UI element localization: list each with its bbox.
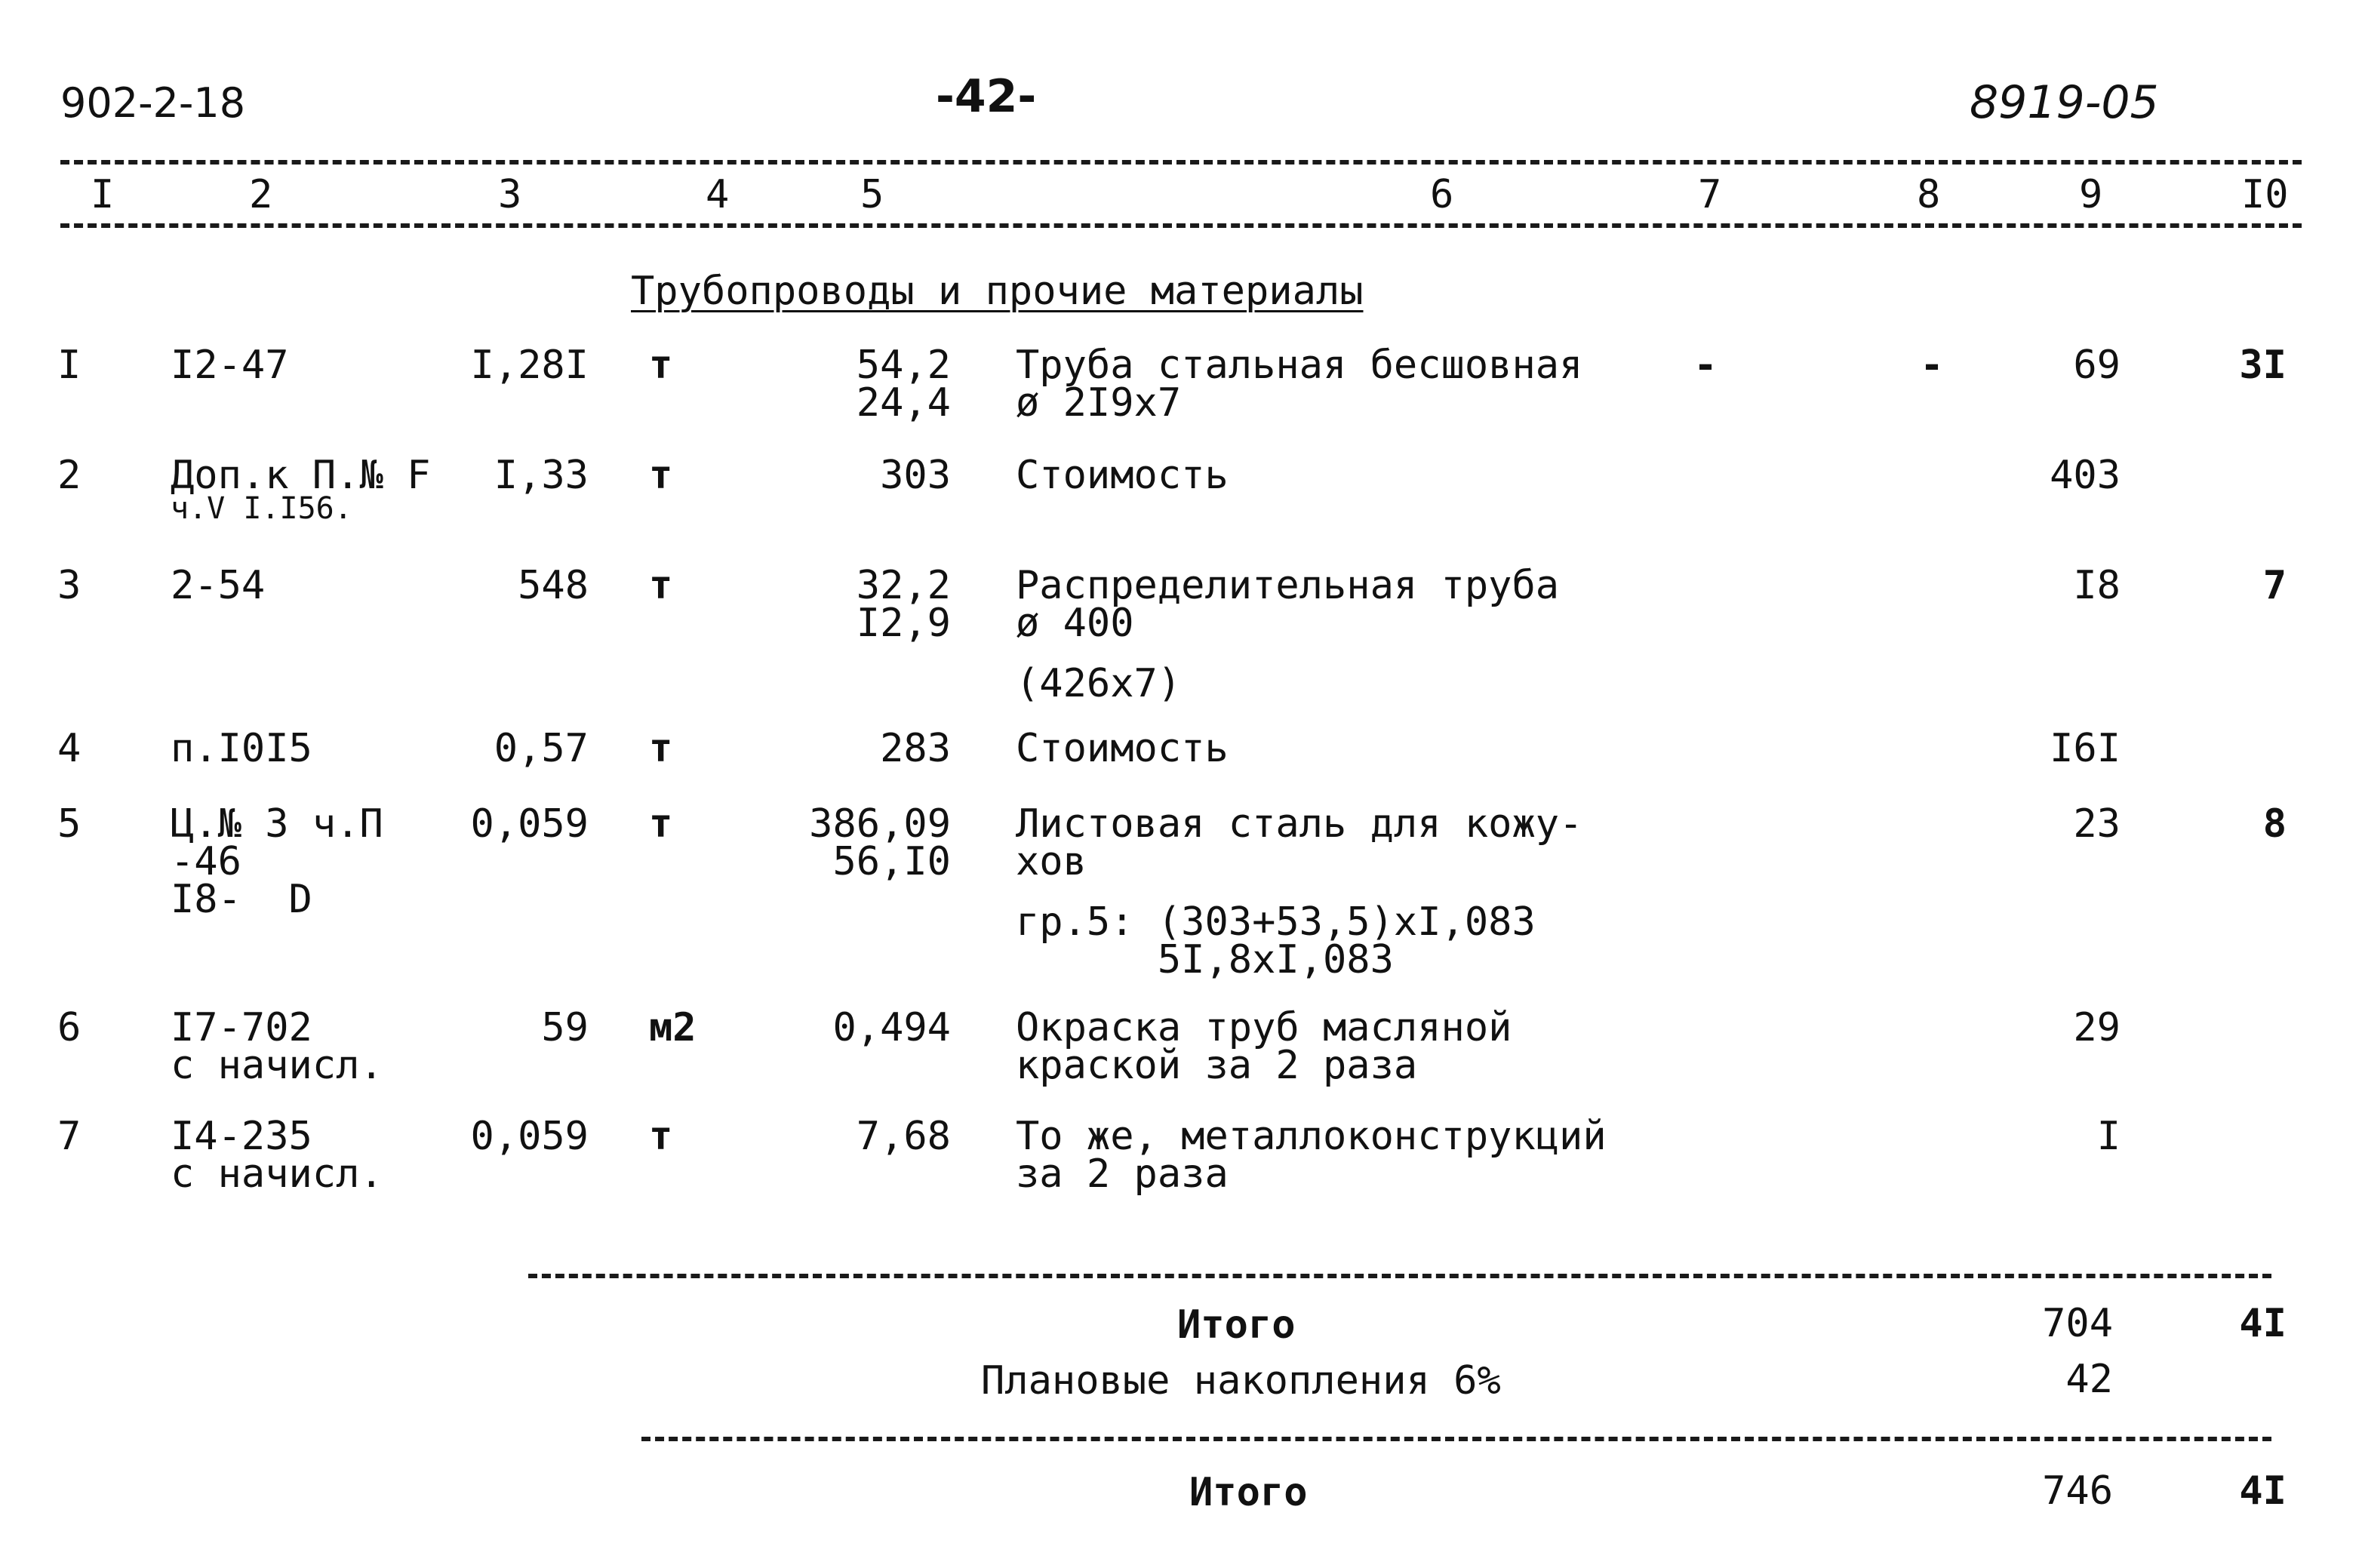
row-col9: I <box>2096 1114 2121 1159</box>
row-quantity: I,33 <box>494 453 589 498</box>
row-description: хов <box>1016 839 1087 884</box>
row-code: с начисл. <box>171 1151 383 1197</box>
row-quantity: 0,57 <box>494 726 589 771</box>
row-unit-price: 7,68 <box>856 1114 951 1159</box>
column-number: I0 <box>2241 172 2289 217</box>
accrual-label: Плановые накопления 6% <box>981 1358 1501 1404</box>
row-number: 2 <box>57 453 82 498</box>
row-code: I8- D <box>171 877 312 922</box>
column-number: 2 <box>249 172 273 217</box>
column-number: 4 <box>706 172 730 217</box>
row-unit: т <box>649 563 673 608</box>
row-description: (426x7) <box>1016 661 1182 706</box>
row-description: Труба стальная бесшовная <box>1016 343 1583 388</box>
accrual-col9: 42 <box>2065 1357 2113 1402</box>
row-description: за 2 раза <box>1016 1151 1229 1197</box>
row-description: гр.5: (303+53,5)xI,083 <box>1016 899 1536 945</box>
row-description: Стоимость <box>1016 726 1229 771</box>
row-unit: т <box>649 453 673 498</box>
row-code: I4-235 <box>171 1114 312 1159</box>
header-dashed-line-top <box>60 160 2302 164</box>
row-quantity: 0,059 <box>470 801 589 847</box>
row-code: п.I0I5 <box>171 726 312 771</box>
row-unit-price: 32,2 <box>856 563 951 608</box>
row-description: Распределительная труба <box>1016 563 1560 608</box>
row-description: 5I,8xI,083 <box>1016 937 1394 982</box>
row-quantity: 59 <box>541 1005 589 1050</box>
row-unit-price: 303 <box>880 453 951 498</box>
row-col10: 8 <box>2262 801 2287 847</box>
row-unit-price: 386,09 <box>809 801 951 847</box>
inventory-number: 8919-05 <box>1970 76 2159 129</box>
row-unit-price: I2,9 <box>856 601 951 646</box>
subtotal-label: Итого <box>1177 1302 1296 1348</box>
row-unit-price: 54,2 <box>856 343 951 388</box>
row-unit: т <box>649 726 673 771</box>
row-unit: т <box>649 1114 673 1159</box>
row-number: 3 <box>57 563 82 608</box>
row-col8: - <box>1920 343 1944 388</box>
row-quantity: 548 <box>518 563 589 608</box>
column-number: 6 <box>1430 172 1454 217</box>
row-description: краской за 2 раза <box>1016 1043 1418 1088</box>
row-description: Стоимость <box>1016 453 1229 498</box>
row-col9: I8 <box>2073 563 2121 608</box>
totals-dashed-line-1 <box>528 1274 2271 1278</box>
doc-code: 902-2-18 <box>60 79 246 127</box>
row-code: Доп.к П.№ F <box>171 453 431 498</box>
row-col9: 29 <box>2073 1005 2121 1050</box>
row-quantity: 0,059 <box>470 1114 589 1159</box>
row-col7: - <box>1693 343 1718 388</box>
page-number: -42- <box>936 70 1037 123</box>
header-dashed-line-bottom <box>60 223 2302 228</box>
row-col9: 403 <box>2050 453 2121 498</box>
row-description: Окраска труб масляной <box>1016 1005 1512 1050</box>
row-unit-price: 56,I0 <box>832 839 951 884</box>
row-quantity: I,28I <box>470 343 589 388</box>
section-title: Трубопроводы и прочие материалы <box>631 269 1364 314</box>
column-number: 7 <box>1698 172 1722 217</box>
column-number: 9 <box>2079 172 2103 217</box>
row-number: 4 <box>57 726 82 771</box>
row-col10: 7 <box>2262 563 2287 608</box>
row-unit: т <box>649 801 673 847</box>
total-col10: 4I <box>2239 1468 2287 1514</box>
row-description: Листовая сталь для кожу- <box>1016 801 1583 847</box>
row-col9: 23 <box>2073 801 2121 847</box>
row-unit-price: 0,494 <box>832 1005 951 1050</box>
subtotal-col10: 4I <box>2239 1301 2287 1346</box>
row-number: 6 <box>57 1005 82 1050</box>
row-code: 2-54 <box>171 563 266 608</box>
row-code: I7-702 <box>171 1005 312 1050</box>
row-number: 7 <box>57 1114 82 1159</box>
totals-dashed-line-2 <box>641 1437 2271 1441</box>
row-col9: I6I <box>2050 726 2121 771</box>
row-unit-price: 24,4 <box>856 380 951 426</box>
row-unit: м2 <box>649 1005 697 1050</box>
row-col10: 3I <box>2239 343 2287 388</box>
row-col9: 69 <box>2073 343 2121 388</box>
row-code: ч.V I.I56. <box>171 491 352 526</box>
row-description: ø 400 <box>1016 601 1134 646</box>
total-label: Итого <box>1189 1470 1308 1515</box>
row-code: с начисл. <box>171 1043 383 1088</box>
row-number: 5 <box>57 801 82 847</box>
total-col9: 746 <box>2042 1468 2113 1514</box>
column-number: 8 <box>1917 172 1941 217</box>
row-unit-price: 283 <box>880 726 951 771</box>
row-unit: т <box>649 343 673 388</box>
subtotal-col9: 704 <box>2042 1301 2113 1346</box>
row-number: I <box>57 343 82 388</box>
row-code: -46 <box>171 839 241 884</box>
row-description: ø 2I9x7 <box>1016 380 1182 426</box>
column-number: 3 <box>498 172 522 217</box>
row-description: То же, металлоконструкций <box>1016 1114 1607 1159</box>
row-code: Ц.№ 3 ч.П <box>171 801 383 847</box>
column-number: 5 <box>860 172 884 217</box>
column-number: I <box>91 172 115 217</box>
row-code: I2-47 <box>171 343 289 388</box>
